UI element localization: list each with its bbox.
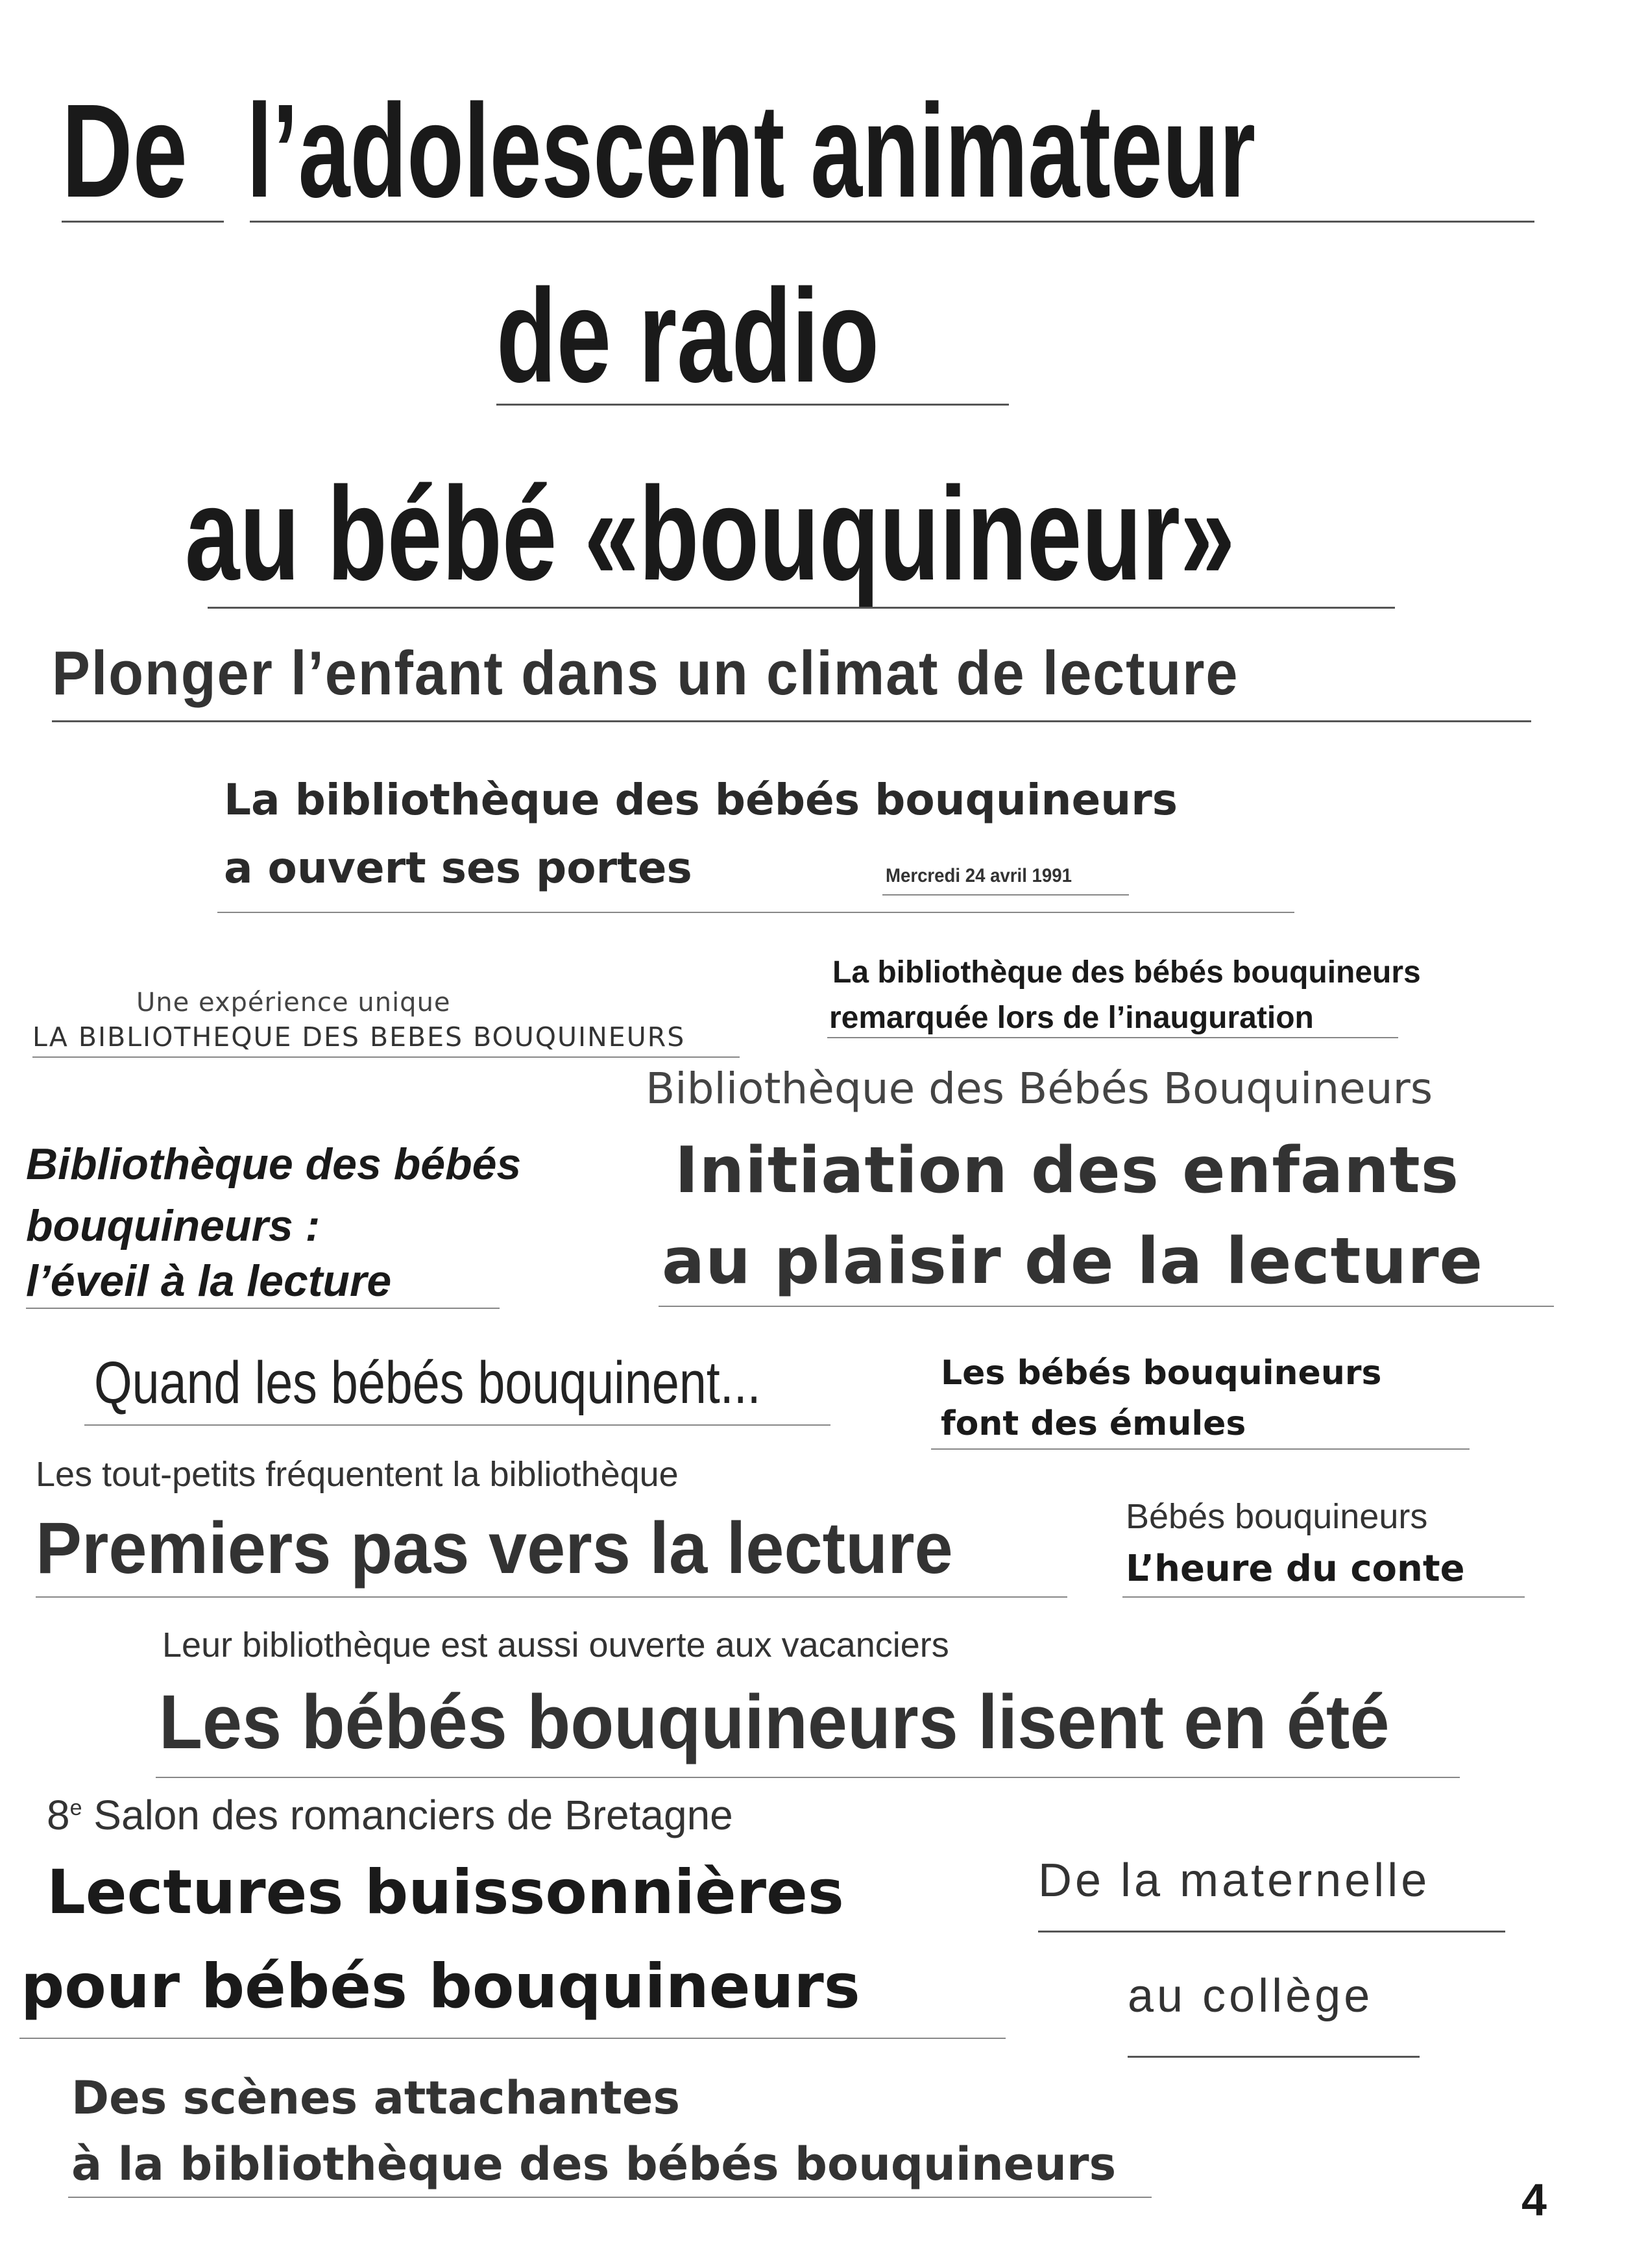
clipping-experience-line2: LA BIBLIOTHEQUE DES BEBES BOUQUINEURS [32,1021,686,1053]
headline-radio: de radio [496,262,880,410]
clipping-eveil-line2: bouquineurs : [26,1201,321,1250]
clipping-lisent-en-ete: Les bébés bouquineurs lisent en été [159,1679,1390,1765]
clipping-quand-underline [84,1424,830,1426]
clipping-date-underline [882,894,1129,896]
clipping-plonger-underline [52,720,1531,722]
clipping-salon [47,1794,733,1836]
clipping-lectures-line2: pour bébés bouquineurs [21,1951,860,2022]
clipping-eveil-line1: Bibliothèque des bébés [26,1140,522,1189]
clipping-lisent-underline [156,1777,1460,1778]
headline-de-underline [62,221,224,223]
salon-title: Salon des romanciers de Bretagne [82,1792,733,1838]
salon-number: 8 [47,1792,70,1838]
clipping-quand: Quand les bébés bouquinent... [94,1350,761,1416]
clipping-maternelle-underline-2 [1128,2056,1420,2058]
clipping-remarquee-line2: remarquée lors de l’inauguration [829,1001,1314,1035]
clipping-initiation-line2: au plaisir de la lecture [662,1225,1483,1299]
clipping-scenes-line1: Des scènes attachantes [71,2071,680,2125]
clipping-remarquee-line1: La bibliothèque des bébés bouquineurs [832,955,1421,990]
clipping-leur-bibliotheque: Leur bibliothèque est aussi ouverte aux vacanciers [162,1626,949,1664]
clipping-emules-underline [931,1448,1470,1450]
headline-adolescent: l’adolescent animateur [247,77,1256,225]
clipping-maternelle-line2: au collège [1128,1970,1374,2022]
clipping-initiation-line1: Initiation des enfants [675,1134,1460,1208]
headline-radio-underline [496,404,1009,406]
clipping-premiers-underline [36,1596,1067,1598]
clipping-heure-underline [1122,1596,1525,1598]
headline-adolescent-underline [250,221,1534,223]
clipping-emules-line2: font des émules [941,1404,1246,1443]
clipping-biblio-ouvert-line1: La bibliothèque des bébés bouquineurs [224,775,1178,825]
clipping-maternelle-underline-1 [1038,1931,1505,1933]
clipping-emules-line1: Les bébés bouquineurs [941,1354,1382,1393]
clipping-lectures-line1: Lectures buissonnières [47,1857,844,1928]
clipping-experience-line1: Une expérience unique [136,988,451,1018]
clipping-remarquee-underline [827,1037,1398,1038]
headline-bebe-underline [208,607,1395,609]
clipping-date: Mercredi 24 avril 1991 [886,865,1072,886]
clipping-initiation-underline [659,1306,1554,1307]
headline-de: De [62,77,188,225]
clipping-experience-underline [32,1056,740,1058]
clipping-eveil-underline [26,1308,500,1309]
clipping-bbb: Bibliothèque des Bébés Bouquineurs [646,1064,1433,1114]
clipping-premiers-pas: Premiers pas vers la lecture [36,1507,953,1589]
clipping-scenes-line2: à la bibliothèque des bébés bouquineurs [71,2138,1117,2191]
clipping-tout-petits: Les tout-petits fréquentent la bibliothèque [36,1455,679,1494]
clipping-biblio-ouvert-underline [217,912,1294,913]
clipping-bebes-bouquineurs: Bébés bouquineurs [1126,1497,1428,1536]
salon-superscript: e [69,1796,82,1820]
headline-bebe-bouquineur: au bébé «bouquineur» [185,459,1235,608]
clipping-eveil-line3: l’éveil à la lecture [26,1256,392,1306]
page-number: 4 [1521,2175,1547,2225]
clipping-biblio-ouvert-line2: a ouvert ses portes [224,843,692,893]
clipping-heure-du-conte: L’heure du conte [1126,1548,1465,1590]
clipping-scenes-underline [68,2197,1152,2198]
clipping-maternelle-line1: De la maternelle [1038,1855,1431,1907]
clipping-plonger: Plonger l’enfant dans un climat de lecture [52,639,1239,708]
clipping-lectures-underline [19,2038,1006,2039]
